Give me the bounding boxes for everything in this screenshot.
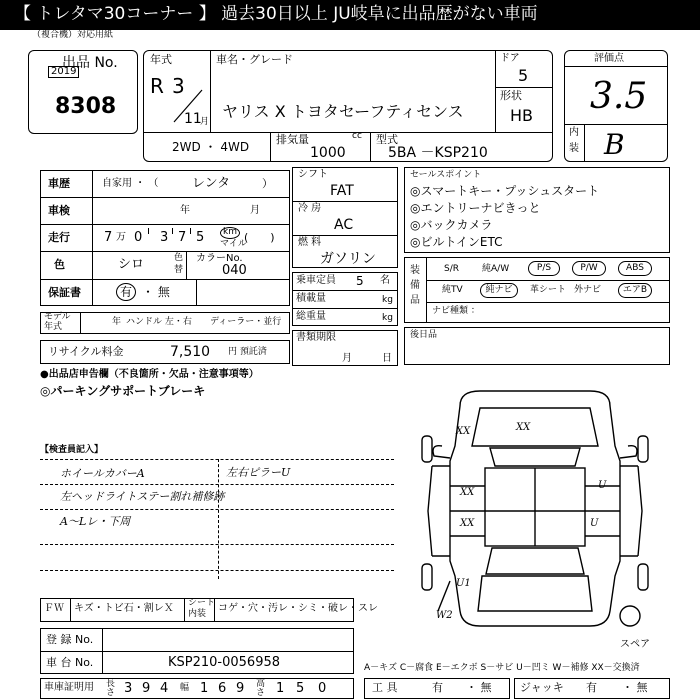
year-month-unit: 月 [200,117,210,127]
fw-value: キズ・トビ石・割レＸ [74,603,174,614]
seat-label-2: 内装 [188,609,207,619]
mileage-label: 走行 [48,231,70,244]
inspector-note-2: 左ヘッドライトステー割れ補修跡 [60,490,225,503]
warranty-label: 保証書 [48,286,81,299]
fuel-value: ガソリン [320,251,376,267]
year-era: R [150,74,164,98]
capacity-unit: 名 [380,275,390,286]
fw-label: ＦＷ [44,603,64,614]
displacement-value: 1000 [310,145,346,161]
shape-label: 形状 [500,89,522,102]
spare-label: スペア [620,639,650,650]
shift-label: シフト [298,169,328,180]
equip-abs: ABS [618,261,652,276]
inspection-month: 月 [250,205,260,216]
length-digit-2: 9 [142,681,151,696]
equip-aw: 純A/W [482,264,510,274]
tools-no: ・ 無 [466,681,492,694]
chassis-value: KSP210-0056958 [168,655,281,670]
length-digit-1: 3 [124,681,133,696]
later-items-label: 後日品 [410,330,438,340]
load-unit: kg [382,295,393,305]
lot-number: 8308 [55,94,117,119]
jack-no: ・ 無 [622,681,648,694]
height-digit-2: 5 [296,681,305,696]
docs-day: 日 [382,353,392,364]
fuel-label: 燃 料 [298,237,322,248]
year-month: 11 [184,111,202,127]
lot-year-stamp: 2019 [48,66,79,78]
sales-points-label: セールスポイント [410,170,482,180]
displacement-label: 排気量 [276,133,309,146]
equip-navi: 純ナビ [480,283,518,298]
equipment-label-3: 品 [410,295,420,306]
equip-tv: 純TV [442,285,463,295]
equipment-label-1: 装 [410,265,420,276]
color-no-value: 040 [222,263,247,278]
model-name-label: 車名・グレード [216,53,293,66]
displacement-unit: cc [352,131,362,141]
model-year-label-1: モデル [44,312,71,322]
load-label: 積載量 [296,293,326,304]
interior-label-2: 装 [569,143,579,154]
sales-point-3: ◎バックカメラ [410,218,493,232]
car-damage-diagram [420,386,650,636]
year-label: 年式 [150,53,172,66]
year-value: 3 [172,74,185,98]
mileage-unit-km: km [223,227,237,237]
sales-point-4: ◎ビルトインETC [410,235,503,249]
jack-label: ジャッキ [520,681,564,694]
inspector-note-1: ホイールカバーA [60,467,145,480]
docs-label: 書類期限 [296,332,336,343]
registration-label: 登 録 No. [46,633,94,646]
ac-value: AC [334,217,354,233]
model-year-dealer: ディーラー・並行 [210,317,282,327]
mileage-digit-4: 7 [178,230,187,245]
doors-label: ドア [500,53,520,64]
doors-value: 5 [518,66,529,85]
inspection-year: 年 [180,205,190,216]
damage-mark-2: XX [516,422,531,433]
height-digit-1: 1 [276,681,285,696]
equip-nav-type: ナビ種類 ： [432,306,480,316]
sales-point-1: ◎スマートキー・プッシュスタート [410,184,600,198]
chassis-label: 車 台 No. [46,656,94,669]
score-label: 評価点 [594,53,624,64]
history-label: 車歴 [48,177,70,190]
mileage-digit-3: 3 [160,230,169,245]
mileage-digit-5: 5 [196,230,205,245]
warranty-no: ・ 無 [142,285,170,299]
color-no-label: カラーNo. [196,253,243,264]
certificate-label: 車庫証明用 [44,682,94,693]
inspection-label: 車検 [48,204,70,217]
recycle-label: リサイクル料金 [48,345,124,358]
damage-mark-7: U1 [456,578,471,589]
history-close: ） [262,177,273,190]
sales-point-2: ◎エントリーナビきっと [410,201,541,215]
later-items-box [404,327,670,365]
shift-value: FAT [330,183,354,199]
width-label: 幅 [180,683,190,693]
model-name-value: ヤリス X トヨタセーフティセンス [222,102,464,121]
width-digit-3: 9 [236,681,245,696]
equip-airbag: エアB [618,283,652,298]
damage-mark-3: XX [460,487,475,498]
height-label: 高さ [256,679,266,698]
gross-label: 総重量 [296,311,326,322]
mileage-paren: ( ) [244,231,275,244]
equip-leather: 革シート [530,285,567,295]
equip-ps: P/S [528,261,560,276]
length-label: 長さ [106,679,116,698]
equipment-label-2: 備 [410,280,420,291]
history-value: レンタ [192,176,231,191]
drive-type: 2WD ・ 4WD [172,140,250,154]
recycle-unit: 円 預託済 [228,347,267,357]
score-value: 3.5 [590,76,648,117]
banner-text: 【 トレタマ30コーナー 】 過去30日以上 JU岐阜に出品歴がない車両 [14,4,538,24]
recycle-value: 7,510 [170,344,211,360]
damage-mark-8: W2 [436,610,453,621]
shape-value: HB [510,106,534,125]
tools-label: 工 具 [372,681,398,694]
equip-ext-navi: 外ナビ [574,285,602,295]
width-digit-1: 1 [200,681,209,696]
notice-value: ◎パーキングサポートブレーキ [40,384,206,398]
inspector-note-3: A～Lレ・下周 [60,515,131,528]
jack-yes: 有 [586,681,597,694]
interior-value: B [604,128,625,161]
docs-month: 月 [342,353,352,364]
color-label: 色 [54,258,65,271]
mileage-unit-mile: マイル [220,239,247,249]
damage-legend: A－キズ C－腐食 E－エクボ S－サビ U－凹ミ W－補修 XX－交換済 [364,663,640,673]
model-code-label: 型式 [376,133,398,146]
model-year-year: 年 [112,317,122,327]
capacity-label: 乗車定員 [296,275,336,286]
equip-sr: S/R [444,264,459,274]
inspector-label: 【検査員記入】 [40,445,104,455]
notice-label: ●出品店申告欄（不良箇所・欠品・注意事項等） [40,369,259,380]
interior-label-1: 内 [569,127,579,138]
model-year-handle: ハンドル 左・右 [126,317,192,327]
history-options: 自家用 ・ （ [102,178,159,189]
width-digit-2: 6 [218,681,227,696]
mileage-man: 万 [116,232,126,243]
lot-label: 出品 No. [62,55,118,71]
mileage-digit-2: 0 [134,230,143,245]
height-digit-3: 0 [318,681,327,696]
warranty-yes: 有 [120,285,133,299]
color-change-1: 色 [174,253,184,263]
tools-yes: 有 [432,681,443,694]
ac-label: 冷 房 [298,203,322,214]
gross-unit: kg [382,313,393,323]
header-note: （複合機）対応用紙 [32,30,114,40]
equip-pw: P/W [572,261,606,276]
color-change-2: 替 [174,265,184,275]
capacity-value: 5 [356,274,364,288]
damage-mark-6: U [590,518,599,529]
mileage-digit-1: 7 [104,230,113,245]
color-value: シロ [118,257,145,272]
length-digit-3: 4 [160,681,169,696]
damage-mark-1: XX [456,426,471,437]
model-year-label-2: 年式 [44,322,63,332]
seat-label-1: シート [188,598,216,608]
model-code-value: 5BA －KSP210 [388,145,488,161]
damage-mark-4: XX [460,518,475,529]
inspector-note-4: 左右ピラーU [226,466,291,479]
seat-value: コゲ・穴・汚レ・シミ・破レ・スレ [218,603,378,614]
damage-mark-5: U [598,480,607,491]
